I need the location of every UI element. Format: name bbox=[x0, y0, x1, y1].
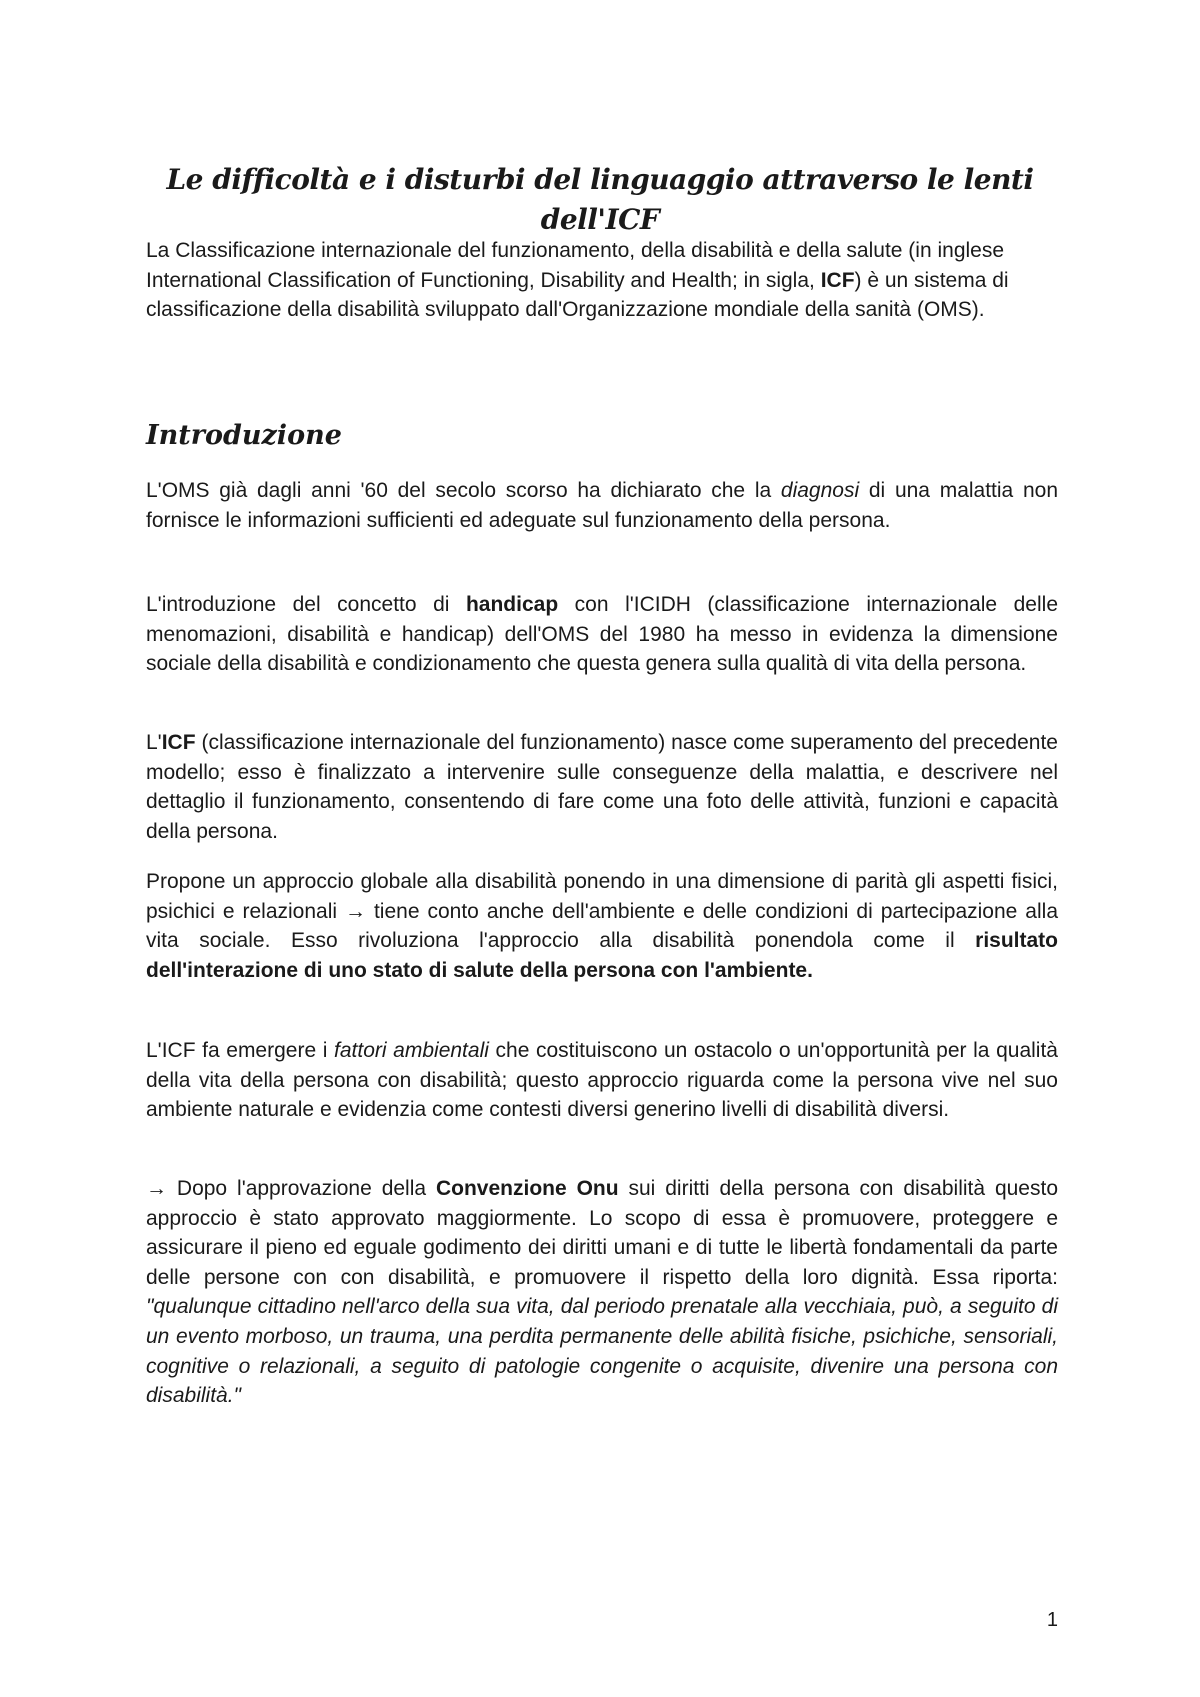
intro-paragraph bbox=[146, 236, 1058, 325]
p4-text-1: Propone un approccio globale alla disabilità ponendo in una dimensione di parità gli aspetti fisici, psichici e relazionali → tiene conto anche dell'ambiente e delle condizioni di partecipazione alla vita sociale. Esso rivoluziona l'approccio alla disabilità ponendola come il bbox=[146, 870, 1058, 953]
p5-text-1: L'ICF fa emergere i bbox=[146, 1039, 335, 1062]
p4-bold-risultato: risultato dell'interazione di uno stato di salute della persona con l'ambiente. bbox=[146, 929, 1058, 982]
paragraph-oms-diagnosi bbox=[146, 476, 1058, 535]
p2-text-1: L'introduzione del concetto di bbox=[146, 593, 466, 616]
p5-italic-fattori: fattori ambientali bbox=[334, 1039, 489, 1062]
p1-text-2: di una malattia non fornisce le informazioni sufficienti ed adeguate sul funzionamento della persona. bbox=[146, 479, 1058, 532]
p1-text-1: L'OMS già dagli anni '60 del secolo scorso ha dichiarato che la bbox=[146, 479, 781, 502]
intro-bold-icf: ICF bbox=[820, 268, 855, 292]
paragraph-fattori-ambientali bbox=[146, 1036, 1058, 1125]
paragraph-convenzione-onu bbox=[146, 1174, 1058, 1411]
intro-text-1: La Classificazione internazionale del funzionamento, della disabilità e della salute (in inglese International Classification of Functioning, Disability and Health; in sigla, bbox=[146, 239, 1005, 292]
paragraph-approccio-globale bbox=[146, 867, 1058, 985]
p3-text-1: L' bbox=[146, 731, 162, 754]
p6-text-2: sui diritti della persona con disabilità questo approccio è stato approvato maggiormente. Lo scopo di essa è promuovere, proteggere e assicurare il pieno ed eguale godimento dei diritti umani e di tutte le libertà fondamentali da parte delle persone con con disabilità, e promuovere il rispetto della loro dignità. Essa riporta: bbox=[146, 1177, 1058, 1289]
p3-text-2: (classificazione internazionale del funzionamento) nasce come superamento del precedente modello; esso è finalizzato a intervenire sulle conseguenze della malattia, e descrivere nel dettaglio il funzionamento, consentendo di fare come una foto delle attività, funzioni e capacità della persona. bbox=[146, 731, 1058, 843]
p1-italic-diagnosi: diagnosi bbox=[780, 479, 860, 502]
p5-text-2: che costituiscono un ostacolo o un'opportunità per la qualità della vita della persona con disabilità; questo approccio riguarda come la persona vive nel suo ambiente naturale e evidenzia come contesti diversi generino livelli di disabilità diversi. bbox=[146, 1039, 1058, 1122]
section-heading: Introduzione bbox=[146, 420, 342, 451]
paragraph-icf bbox=[146, 728, 1058, 846]
document-title: Le difficoltà e i disturbi del linguaggio attraverso le lenti dell'ICF bbox=[166, 163, 1034, 236]
p6-bold-convenzione: Convenzione Onu bbox=[435, 1177, 619, 1200]
page-number: 1 bbox=[1046, 1609, 1058, 1631]
paragraph-handicap bbox=[146, 590, 1058, 679]
intro-text-2: ) è un sistema di classificazione della disabilità sviluppato dall'Organizzazione mondiale della sanità (OMS). bbox=[146, 268, 1009, 322]
p3-bold-icf: ICF bbox=[161, 731, 196, 754]
p6-text-1: → Dopo l'approvazione della bbox=[146, 1177, 436, 1200]
p6-italic-quote: "qualunque cittadino nell'arco della sua vita, dal periodo prenatale alla vecchiaia, può, a seguito di un evento morboso, un trauma, una perdita permanente delle abilità fisiche, psichiche, sensoriali, cognitive o relazionali, a seguito di patologie congenite o acquisite, divenire una persona con disabilità." bbox=[146, 1295, 1058, 1408]
p2-text-2: con l'ICIDH (classificazione internazionale delle menomazioni, disabilità e handicap) dell'OMS del 1980 ha messo in evidenza la dimensione sociale della disabilità e condizionamento che questa genera sulla qualità di vita della persona. bbox=[146, 593, 1058, 676]
p2-bold-handicap: handicap bbox=[465, 593, 559, 616]
